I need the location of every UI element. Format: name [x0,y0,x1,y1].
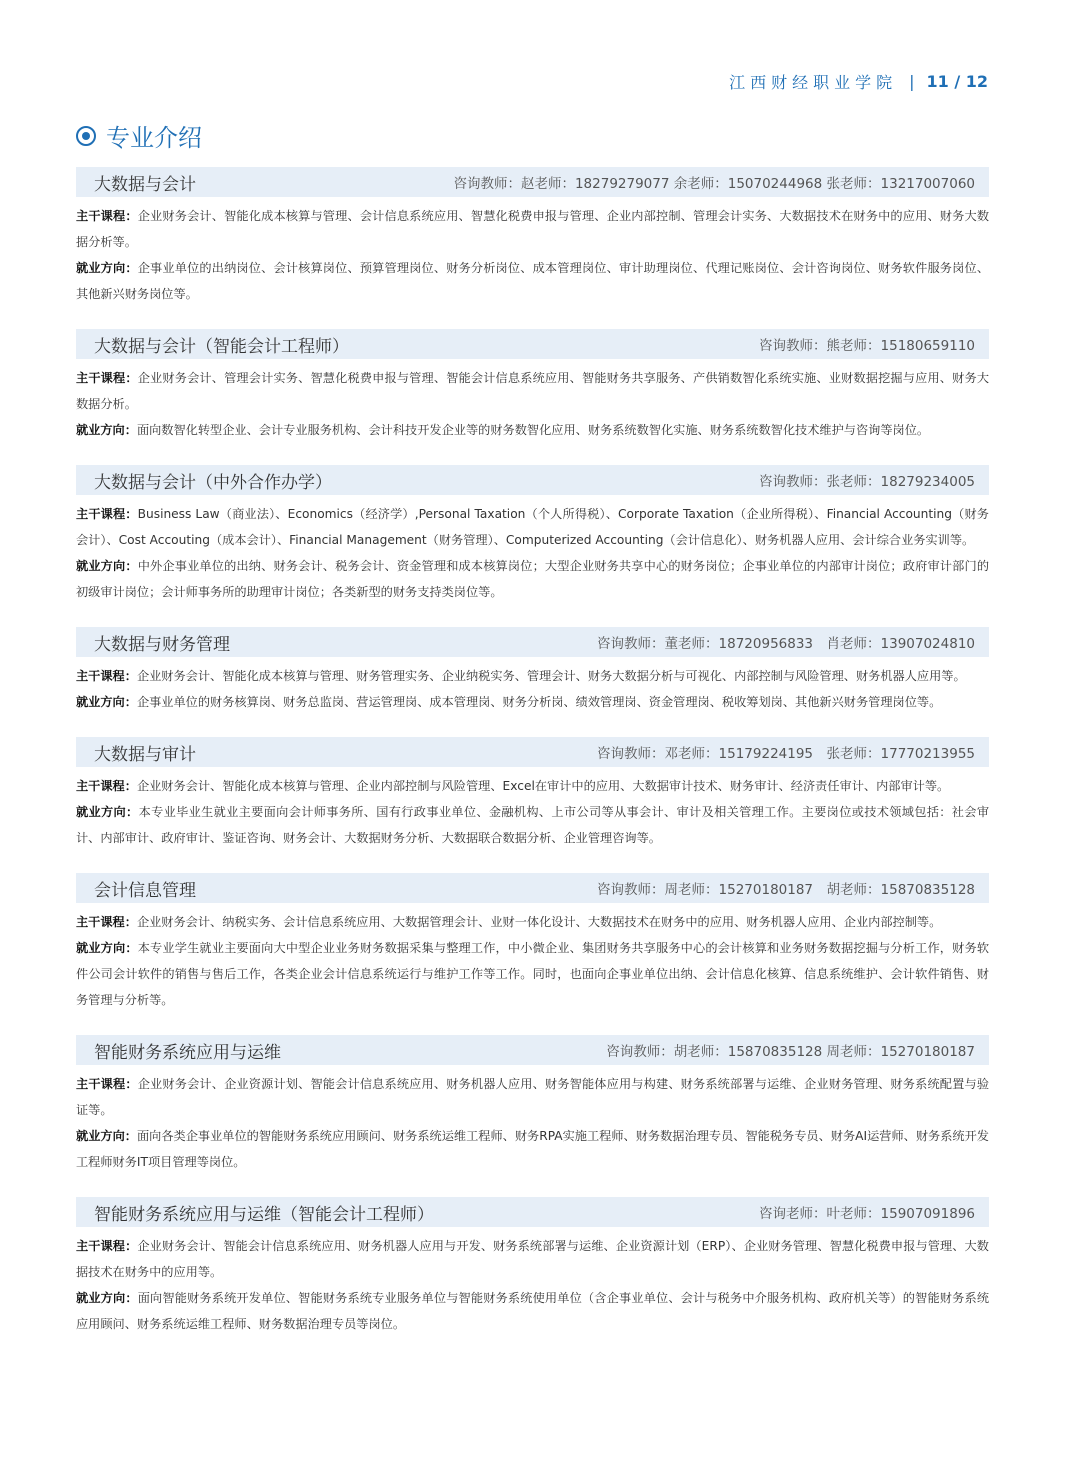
jobs-text: 企事业单位的财务核算岗、财务总监岗、营运管理岗、成本管理岗、财务分析岗、绩效管理岗、资金管理岗、税收筹划岗、其他新兴财务管理岗位等。 [136,695,942,709]
major-header [76,329,989,359]
major-item [76,627,989,715]
jobs-text: 本专业学生就业主要面向大中型企业业务财务数据采集与整理工作，中小微企业、集团财务共享服务中心的会计核算和业务财务数据挖掘与分析工作，财务软件公司会计软件的销售与售后工作，各类企业会计信息系统运行与维护工作等工作。同时，也面向企事业单位出纳、会计信息化核算、信息系统维护、会计软件销售、财务管理与分析等。 [76,941,990,1007]
major-name: 大数据与会计 [94,174,196,195]
courses-text: 企业财务会计、智能会计信息系统应用、财务机器人应用与开发、财务系统部署与运维、企业资源计划（ERP）、企业财务管理、智慧化税费申报与管理、大数据技术在财务中的应用等。 [76,1239,989,1279]
header-separator: | [909,72,915,91]
courses-text: 企业财务会计、智能化成本核算与管理、企业内部控制与风险管理、Excel在审计中的应用、大数据审计技术、财务审计、经济责任审计、内部审计等。 [136,779,950,793]
major-name: 会计信息管理 [94,880,196,901]
major-header [76,627,989,657]
courses-paragraph [76,365,989,417]
target-circle-icon [76,126,96,146]
major-name: 智能财务系统应用与运维（智能会计工程师） [94,1204,434,1225]
major-contact: 咨询老师：叶老师：15907091896 [759,1206,975,1222]
jobs-text: 面向各类企事业单位的智能财务系统应用顾问、财务系统运维工程师、财务RPA实施工程师、财务数据治理专员、智能税务专员、财务AI运营师、财务系统开发工程师财务IT项目管理等岗位。 [76,1129,989,1169]
page-number: 11 / 12 [926,72,988,91]
major-item [76,329,989,443]
jobs-label: 就业方向： [76,423,137,437]
major-header [76,1197,989,1227]
major-contact: 咨询教师：赵老师：18279279077 余老师：15070244968 张老师：13217007060 [453,176,975,192]
courses-paragraph [76,1233,989,1285]
courses-paragraph [76,203,989,255]
courses-label: 主干课程： [76,371,138,385]
courses-label: 主干课程： [76,507,138,521]
jobs-paragraph [76,689,989,715]
major-contact: 咨询教师：董老师：18720956833 肖老师：13907024810 [597,636,975,652]
jobs-label: 就业方向： [76,1129,137,1143]
major-contact: 咨询教师：熊老师：15180659110 [759,338,975,354]
courses-text: 企业财务会计、管理会计实务、智慧化税费申报与管理、智能会计信息系统应用、智能财务共享服务、产供销数智化系统实施、业财数据挖掘与应用、财务大数据分析。 [76,371,990,411]
major-contact: 咨询教师：邓老师：15179224195 张老师：17770213955 [597,746,975,762]
jobs-paragraph [76,553,989,605]
courses-text: 企业财务会计、智能化成本核算与管理、财务管理实务、企业纳税实务、管理会计、财务大数据分析与可视化、内部控制与风险管理、财务机器人应用等。 [136,669,966,683]
jobs-text: 本专业毕业生就业主要面向会计师事务所、国有行政事业单位、金融机构、上市公司等从事会计、审计及相关管理工作。主要岗位或技术领域包括：社会审计、内部审计、政府审计、鉴证咨询、财务会计、大数据财务分析、大数据联合数据分析、企业管理咨询等。 [76,805,990,845]
courses-label: 主干课程： [76,1239,138,1253]
major-item [76,167,989,307]
major-contact: 咨询教师：张老师：18279234005 [759,474,975,490]
jobs-label: 就业方向： [76,941,138,955]
jobs-paragraph [76,255,989,307]
section-title-text: 专业介绍 [106,124,202,152]
major-contact: 咨询教师：周老师：15270180187 胡老师：15870835128 [597,882,975,898]
major-item [76,465,989,605]
courses-label: 主干课程： [76,209,138,223]
jobs-paragraph [76,417,989,443]
major-header [76,167,989,197]
jobs-label: 就业方向： [76,805,139,819]
courses-paragraph [76,501,989,553]
major-name: 大数据与会计（中外合作办学） [94,472,332,493]
jobs-paragraph [76,799,989,851]
page-header [729,70,988,93]
courses-paragraph [76,909,989,935]
major-name: 大数据与财务管理 [94,634,230,655]
major-item [76,1197,989,1337]
jobs-text: 面向数智化转型企业、会计专业服务机构、会计科技开发企业等的财务数智化应用、财务系统数智化实施、财务系统数智化技术维护与咨询等岗位。 [136,423,930,437]
section-title [76,118,202,153]
major-contact: 咨询教师：胡老师：15870835128 周老师：15270180187 [606,1044,975,1060]
jobs-text: 面向智能财务系统开发单位、智能财务系统专业服务单位与智能财务系统使用单位（含企事业单位、会计与税务中介服务机构、政府机关等）的智能财务系统应用顾问、财务系统运维工程师、财务数据治理专员等岗位。 [76,1291,990,1331]
jobs-label: 就业方向： [76,261,138,275]
majors-list [76,167,989,1359]
school-name: 江西财经职业学院 [729,73,898,92]
major-name: 大数据与审计 [94,744,196,765]
jobs-label: 就业方向： [76,1291,138,1305]
courses-text: 企业财务会计、纳税实务、会计信息系统应用、大数据管理会计、业财一体化设计、大数据技术在财务中的应用、财务机器人应用、企业内部控制等。 [136,915,942,929]
courses-paragraph [76,1071,989,1123]
jobs-label: 就业方向： [76,695,137,709]
major-item [76,1035,989,1175]
courses-label: 主干课程： [76,669,137,683]
jobs-text: 企事业单位的出纳岗位、会计核算岗位、预算管理岗位、财务分析岗位、成本管理岗位、审计助理岗位、代理记账岗位、会计咨询岗位、财务软件服务岗位、其他新兴财务岗位等。 [76,261,990,301]
major-header [76,737,989,767]
courses-label: 主干课程： [76,779,137,793]
major-header [76,465,989,495]
jobs-text: 中外企事业单位的出纳、财务会计、税务会计、资金管理和成本核算岗位；大型企业财务共享中心的财务岗位；企事业单位的内部审计岗位；政府审计部门的初级审计岗位；会计师事务所的助理审计岗位；各类新型的财务支持类岗位等。 [76,559,990,599]
courses-text: Business Law（商业法）、Economics（经济学）,Personal Taxation（个人所得税）、Corporate Taxation（企业所得税）、Financial Accounting（财务会计）、Cost Accouting（成本会计）、Financial Management（财务管理）、Computerized Accounting（会计信息化）、财务机器人应用、会计综合业务实训等。 [76,507,989,547]
courses-label: 主干课程： [76,915,137,929]
major-name: 智能财务系统应用与运维 [94,1042,281,1063]
jobs-paragraph [76,935,989,1013]
major-item [76,737,989,851]
courses-paragraph [76,773,989,799]
courses-text: 企业财务会计、智能化成本核算与管理、会计信息系统应用、智慧化税费申报与管理、企业内部控制、管理会计实务、大数据技术在财务中的应用、财务大数据分析等。 [76,209,990,249]
jobs-paragraph [76,1123,989,1175]
jobs-paragraph [76,1285,989,1337]
courses-paragraph [76,663,989,689]
major-header [76,873,989,903]
courses-text: 企业财务会计、企业资源计划、智能会计信息系统应用、财务机器人应用、财务智能体应用与构建、财务系统部署与运维、企业财务管理、财务系统配置与验证等。 [76,1077,990,1117]
major-item [76,873,989,1013]
major-name: 大数据与会计（智能会计工程师） [94,336,349,357]
jobs-label: 就业方向： [76,559,138,573]
major-header [76,1035,989,1065]
courses-label: 主干课程： [76,1077,138,1091]
